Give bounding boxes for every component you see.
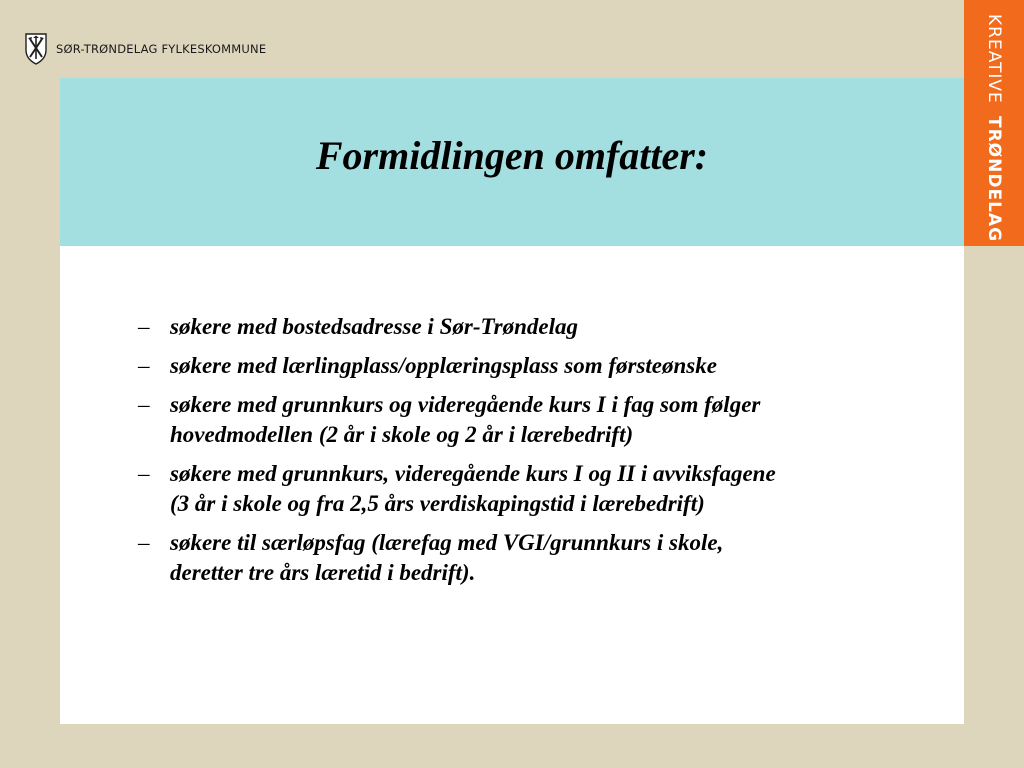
slide-title: Formidlingen omfatter: <box>315 132 709 178</box>
bullet-dash: – <box>138 461 150 486</box>
organization-logo <box>24 33 266 65</box>
brand-word-bold: TRØNDELAG <box>984 116 1004 243</box>
bullet-list <box>138 312 938 597</box>
bullet-text-line: søkere med bostedsadresse i Sør-Trøndelag <box>170 314 579 339</box>
bullet-dash: – <box>138 392 150 417</box>
bullet-text-line: søkere med grunnkurs og videregående kurs I i fag som følger <box>170 392 761 417</box>
bullet-item <box>138 351 938 381</box>
title-band <box>60 78 964 246</box>
bullet-item <box>138 528 938 588</box>
brand-text <box>978 14 1010 243</box>
bullet-dash: – <box>138 353 150 378</box>
bullet-text-line: deretter tre års læretid i bedrift). <box>170 560 476 585</box>
content-panel <box>60 246 964 724</box>
brand-tab <box>964 0 1024 246</box>
bullet-text-line: hovedmodellen (2 år i skole og 2 år i lærebedrift) <box>170 422 634 447</box>
organization-name: SØR-TRØNDELAG FYLKESKOMMUNE <box>56 42 267 56</box>
bullet-dash: – <box>138 530 150 555</box>
bullet-item <box>138 312 938 342</box>
coat-of-arms-icon <box>24 33 48 65</box>
bullet-item <box>138 390 938 450</box>
bullet-text-line: søkere med lærlingplass/opplæringsplass som førsteønske <box>170 353 717 378</box>
bullet-text-line: (3 år i skole og fra 2,5 års verdiskapingstid i lærebedrift) <box>170 491 705 516</box>
bullet-text-line: søkere til særløpsfag (lærefag med VGI/grunnkurs i skole, <box>170 530 724 555</box>
bullet-dash: – <box>138 314 150 339</box>
bullet-text-line: søkere med grunnkurs, videregående kurs I og II i avviksfagene <box>170 461 776 486</box>
bullet-item <box>138 459 938 519</box>
brand-word-light: KREATIVE <box>984 14 1004 104</box>
